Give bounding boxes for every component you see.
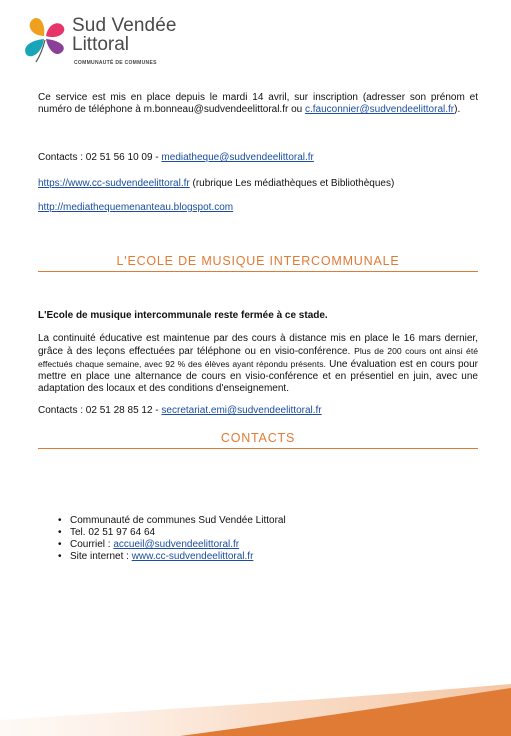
music-school-contacts [38, 405, 478, 417]
music-school-title: L'ECOLE DE MUSIQUE INTERCOMMUNALE [116, 254, 400, 268]
footer-swoosh [0, 670, 511, 736]
music-school-body-part2: Plus de 200 cours ont ainsi été effectués chaque semaine, avec 92 % des élèves ayant répondu présents. [38, 346, 478, 369]
contacts-list [70, 515, 286, 563]
music-school-body-part3: Une évaluation est en cours pour mettre en place une alternance de cours en visio-conférence et en présentiel en juin, avec une adaptation des locaux et des conditions d'enseignement. [38, 359, 478, 394]
mediatheque-contacts-label: Contacts : 02 51 56 10 09 - [38, 152, 162, 163]
music-school-body-part1: La continuité éducative est maintenue par des cours à distance mis en place le 16 mars dernier, grâce à des leçons effectuées par téléphone ou en visio-conférence. [38, 333, 478, 357]
music-school-email-link[interactable]: secretariat.emi@sudvendeelittoral.fr [161, 405, 322, 416]
mediatheque-intro-text: Ce service est mis en place depuis le mardi 14 avril, sur inscription (adresser son prénom et numéro de téléphone à m.bonneau@sudvendeelittoral.fr ou [38, 92, 478, 115]
logo-subtitle: COMMUNAUTÉ DE COMMUNES [74, 60, 157, 66]
mediatheque-contacts [38, 152, 478, 164]
mediatheque-intro [38, 92, 478, 116]
section-divider [38, 271, 478, 272]
logo [18, 12, 188, 72]
list-item [70, 515, 286, 527]
mediatheque-intro-end: ). [454, 104, 461, 115]
blog-link[interactable]: http://mediathequemenanteau.blogspot.com [38, 202, 234, 213]
mediatheque-email-link[interactable]: mediatheque@sudvendeelittoral.fr [161, 152, 314, 163]
contacts-tel: Tel. 02 51 97 64 64 [70, 527, 156, 538]
mediatheque-website [38, 178, 478, 190]
website-link[interactable]: https://www.cc-sudvendeelittoral.fr [38, 178, 190, 189]
fauconnier-email-link[interactable]: c.fauconnier@sudvendeelittoral.fr [305, 104, 455, 115]
contacts-site-label: Site internet : [70, 551, 132, 562]
website-note: (rubrique Les médiathèques et Bibliothèques) [189, 178, 395, 189]
section-divider [38, 448, 478, 449]
logo-title-line2: Littoral [72, 34, 130, 55]
contacts-title: CONTACTS [220, 431, 296, 445]
clover-logo-icon [18, 12, 70, 64]
contacts-email-link[interactable]: accueil@sudvendeelittoral.fr [113, 539, 240, 550]
music-school-headline: L'Ecole de musique intercommunale reste fermée à ce stade. [38, 310, 328, 321]
list-item [70, 551, 286, 563]
logo-title-line1: Sud Vendée [72, 15, 177, 36]
contacts-org: Communauté de communes Sud Vendée Littoral [70, 515, 286, 526]
music-school-body [38, 333, 478, 395]
contacts-email-label: Courriel : [70, 539, 114, 550]
music-school-contacts-label: Contacts : 02 51 28 85 12 - [38, 405, 162, 416]
list-item [70, 527, 286, 539]
list-item [70, 539, 286, 551]
contacts-site-link[interactable]: www.cc-sudvendeelittoral.fr [131, 551, 254, 562]
mediatheque-blog [38, 202, 478, 214]
